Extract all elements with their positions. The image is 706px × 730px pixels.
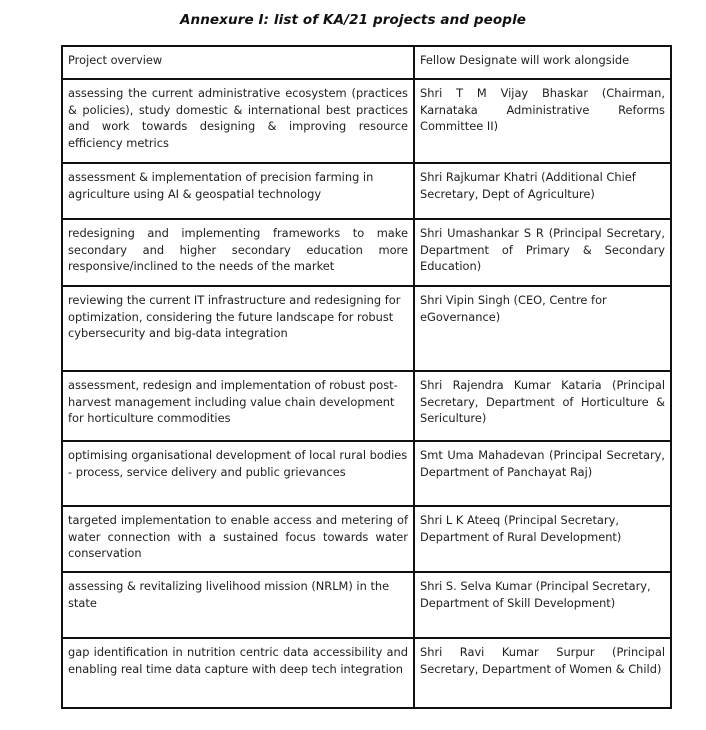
project-cell: reviewing the current IT infrastructure and redesigning for optimization, considering the future landscape for robust cybersecurity and big-data integration [62,286,414,371]
table-row [62,572,671,638]
table-row [62,371,671,441]
projects-table [61,45,672,709]
fellow-cell: Shri Vipin Singh (CEO, Centre for eGovernance) [414,286,671,371]
table-row [62,286,671,371]
fellow-cell: Shri L K Ateeq (Principal Secretary, Department of Rural Development) [414,506,671,572]
fellow-cell: Shri Rajkumar Khatri (Additional Chief Secretary, Dept of Agriculture) [414,163,671,219]
project-cell: assessing the current administrative ecosystem (practices & policies), study domestic & international best practices and work towards designing & improving resource efficiency metrics [62,79,414,163]
header-fellow-designate: Fellow Designate will work alongside [414,46,671,79]
table-row [62,163,671,219]
document-title: Annexure I: list of KA/21 projects and people [179,12,527,28]
table-row [62,219,671,286]
fellow-cell: Smt Uma Mahadevan (Principal Secretary, Department of Panchayat Raj) [414,441,671,506]
fellow-cell: Shri Rajendra Kumar Kataria (Principal Secretary, Department of Horticulture & Sericulture) [414,371,671,441]
table-row [62,506,671,572]
project-cell: assessment & implementation of precision farming in agriculture using AI & geospatial technology [62,163,414,219]
table-row [62,638,671,708]
project-cell: redesigning and implementing frameworks to make secondary and higher secondary education more responsive/inclined to the needs of the market [62,219,414,286]
project-cell: targeted implementation to enable access and metering of water connection with a sustained focus towards water conservation [62,506,414,572]
fellow-cell: Shri Umashankar S R (Principal Secretary, Department of Primary & Secondary Education) [414,219,671,286]
fellow-cell: Shri Ravi Kumar Surpur (Principal Secretary, Department of Women & Child) [414,638,671,708]
project-cell: assessing & revitalizing livelihood mission (NRLM) in the state [62,572,414,638]
fellow-cell: Shri T M Vijay Bhaskar (Chairman, Karnataka Administrative Reforms Committee II) [414,79,671,163]
fellow-cell: Shri S. Selva Kumar (Principal Secretary, Department of Skill Development) [414,572,671,638]
project-cell: optimising organisational development of local rural bodies - process, service delivery and public grievances [62,441,414,506]
table-header-row [62,46,671,79]
project-cell: gap identification in nutrition centric data accessibility and enabling real time data capture with deep tech integration [62,638,414,708]
header-project-overview: Project overview [62,46,414,79]
project-cell: assessment, redesign and implementation of robust post-harvest management including value chain development for horticulture commodities [62,371,414,441]
table-row [62,79,671,163]
table-row [62,441,671,506]
